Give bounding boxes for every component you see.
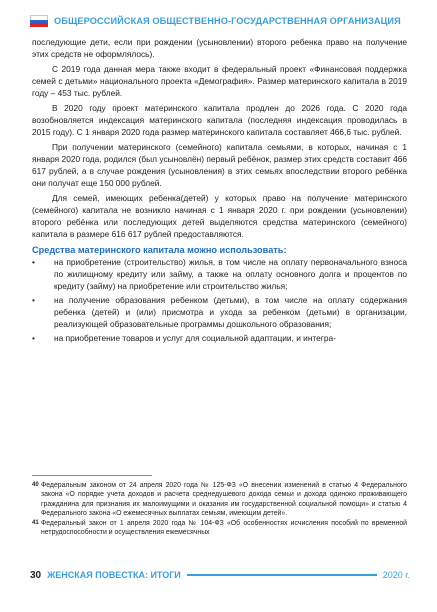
organization-name: ОБЩЕРОССИЙСКАЯ ОБЩЕСТВЕННО-ГОСУДАРСТВЕННАЯ ОРГАНИЗАЦИЯ [54, 16, 401, 26]
footer-rule [187, 574, 377, 576]
footer-year: 2020 г. [382, 570, 410, 580]
paragraph-4: При получении материнского (семейного) капитала семьями, в которых, начиная с 1 января 2020 года, родился (был усыновлён) первый ребёнок, размер этих средств составит 466 617 рублей, а в случае рождения (усыновления) в этих семьях впоследствии второго ребёнка они получат еще 150 000 рублей. [32, 141, 407, 188]
russian-flag-icon [30, 15, 48, 27]
paragraph-1: последующие дети, если при рождении (усыновлении) второго ребенка право на получение этих средств не оформлялось). [32, 37, 407, 60]
flag-stripe-red [30, 23, 48, 27]
footnote-text: Федеральным законом от 24 апреля 2020 года № 125-ФЗ «О внесении изменений в статью 4 Федерального закона «О порядке учета доходов и расчета среднедушевого дохода семьи и дохода одиноко проживающего гражданина для признания их малоимущими и оказания им государственной социальной помощи» и статью 4 Федерального закона «О ежемесячных выплатах семьям, имеющим детей». [41, 482, 407, 517]
page-number: 30 [30, 569, 42, 581]
footnote-41 [32, 519, 407, 538]
paragraph-2: С 2019 года данная мера также входит в федеральный проект «Финансовая поддержка семей с детьми» национального проекта «Демография». Размер материнского капитала в 2019 году – 453 тыс. рублей. [32, 63, 407, 98]
footer-title: ЖЕНСКАЯ ПОВЕСТКА: ИТОГИ [47, 570, 181, 580]
list-item: • на приобретение товаров и услуг для социальной адаптации, и интегра- [32, 332, 407, 344]
footnote-number: 40 [32, 482, 39, 488]
footnote-number: 41 [32, 520, 39, 527]
paragraph-5: Для семей, имеющих ребенка(детей) у которых право на получение материнского (семейного) капитала не возникло начиная с 1 января 2020 г. при рождении (усыновлении) второго ребёнка или последующих детей выделяются средства материнского (семейного) капитала в размере 616 617 рублей предоставляются. [32, 192, 407, 239]
usage-list [32, 256, 407, 344]
footnote-text: Федеральный закон от 1 апреля 2020 года № 104-ФЗ «Об особенностях исчисления пособий по временной нетрудоспособности и осуществления ежемесячных [41, 520, 407, 537]
paragraph-3: В 2020 году проект материнского капитала продлен до 2026 года. С 2020 года возобновляется индексация материнского капитала (последняя индексация проводилась в 2015 году). С 1 января 2020 года размер материнского капитала составляет 466,6 тыс. рублей. [32, 102, 407, 137]
page-header [30, 13, 410, 29]
footnote-40 [32, 481, 407, 518]
footnotes [32, 481, 407, 539]
main-text [32, 36, 407, 345]
section-subheading: Средства материнского капитала можно использовать: [32, 244, 287, 255]
page-footer [30, 567, 410, 583]
footnote-divider [32, 475, 152, 476]
list-item: • на получение образования ребенком (детьми), в том числе на оплату содержания ребенка (детей) и (или) присмотра и ухода за ребенком (детьми) в организации, реализующей образовательные программы дошкольного образования; [32, 294, 407, 330]
list-item: • на приобретение (строительство) жилья, в том числе на оплату первоначального взноса по жилищному кредиту или займу, а также на оплату основного долга и процентов по кредиту (займу) на приобретение или строительство жилья; [32, 256, 407, 292]
